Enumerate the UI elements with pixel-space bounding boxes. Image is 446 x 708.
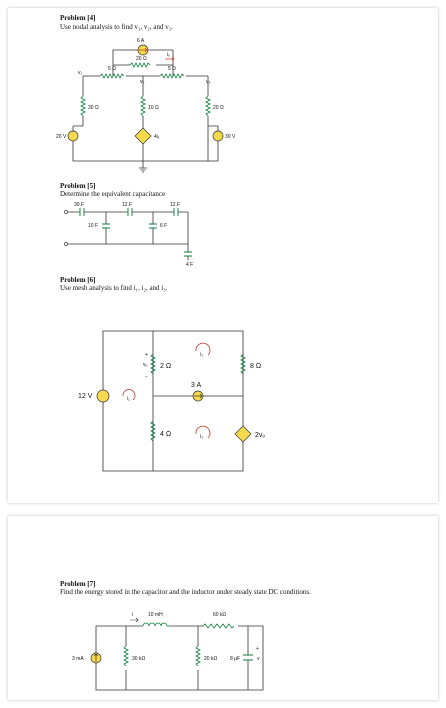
label-ix: iₓ bbox=[167, 52, 170, 58]
label-6f: 6 F bbox=[160, 223, 168, 229]
label-i: i bbox=[132, 612, 134, 618]
label-60kohm: 60 kΩ bbox=[213, 612, 227, 618]
label-v2: v₂ bbox=[140, 79, 145, 85]
problem-5-circuit bbox=[8, 200, 438, 270]
problem-6-title: Problem [6] bbox=[60, 276, 96, 284]
label-8ohm: 8 Ω bbox=[250, 363, 262, 370]
label-4f: 4 F bbox=[186, 262, 194, 268]
label-v1: v₁ bbox=[78, 70, 83, 76]
label-plus-vo: + bbox=[145, 352, 148, 358]
label-10ohm: 10 Ω bbox=[148, 105, 159, 111]
label-5ohm-right: 5 Ω bbox=[168, 66, 176, 72]
label-3a: 3 A bbox=[191, 382, 202, 389]
label-30v: 30 V bbox=[225, 134, 236, 140]
problem-5-title: Problem [5] bbox=[60, 182, 96, 190]
label-8uf: 8 μF bbox=[230, 656, 241, 662]
label-i1: i₁ bbox=[127, 396, 130, 402]
label-30ohm: 30 Ω bbox=[88, 105, 99, 111]
problem-4-instruction: Use nodal analysis to find v₁, v₂, and v₃. bbox=[60, 23, 173, 31]
document-page-2 bbox=[8, 516, 438, 700]
dependent-source-4ix bbox=[135, 128, 151, 144]
label-2ohm: 2 Ω bbox=[160, 363, 172, 370]
label-v: v bbox=[257, 656, 260, 662]
problem-7-title: Problem [7] bbox=[60, 580, 96, 588]
label-20ohm-right: 20 Ω bbox=[213, 105, 224, 111]
label-5ohm-left: 5 Ω bbox=[108, 66, 116, 72]
problem-4-circuit bbox=[8, 36, 438, 196]
label-minus-vo: − bbox=[145, 374, 148, 380]
label-10mh: 10 mH bbox=[148, 612, 163, 618]
problem-7-circuit bbox=[8, 598, 438, 708]
voltage-source-20v bbox=[68, 131, 78, 141]
label-12v: 12 V bbox=[78, 393, 93, 400]
label-2vo: 2vₒ bbox=[255, 432, 266, 439]
label-v3: v₃ bbox=[206, 79, 211, 85]
voltage-source-12v bbox=[97, 390, 109, 402]
problem-6-circuit bbox=[8, 296, 438, 496]
label-vo: vₒ bbox=[143, 362, 148, 368]
label-plus-v: + bbox=[256, 646, 259, 652]
label-10f: 10 F bbox=[88, 223, 99, 229]
label-4ix: 4iₓ bbox=[154, 134, 160, 140]
label-i2: i₂ bbox=[200, 352, 204, 358]
label-12f-a: 12 F bbox=[122, 202, 133, 208]
voltage-source-30v bbox=[213, 131, 223, 141]
label-30kohm: 30 kΩ bbox=[132, 656, 146, 662]
problem-7-instruction: Find the energy stored in the capacitor and the inductor under steady state DC conditions. bbox=[60, 588, 311, 596]
problem-4-title: Problem [4] bbox=[60, 14, 96, 22]
problem-5-instruction: Determine the equivalent capacitance bbox=[60, 190, 166, 198]
label-20kohm: 20 kΩ bbox=[204, 656, 218, 662]
label-20ohm-top: 20 Ω bbox=[136, 56, 147, 62]
label-4ohm: 4 Ω bbox=[160, 431, 172, 438]
problem-6-instruction: Use mesh analysis to find i₁, i₂, and i₃. bbox=[60, 284, 168, 292]
label-12f-b: 12 F bbox=[170, 202, 181, 208]
label-30f: 30 F bbox=[74, 202, 85, 208]
label-i3: i₃ bbox=[200, 434, 204, 440]
label-20v: 20 V bbox=[56, 134, 67, 140]
document-page-1 bbox=[8, 8, 438, 503]
dependent-source-2vo bbox=[235, 426, 251, 442]
label-6a: 6 A bbox=[137, 38, 145, 44]
label-3ma: 3 mA bbox=[72, 656, 84, 662]
